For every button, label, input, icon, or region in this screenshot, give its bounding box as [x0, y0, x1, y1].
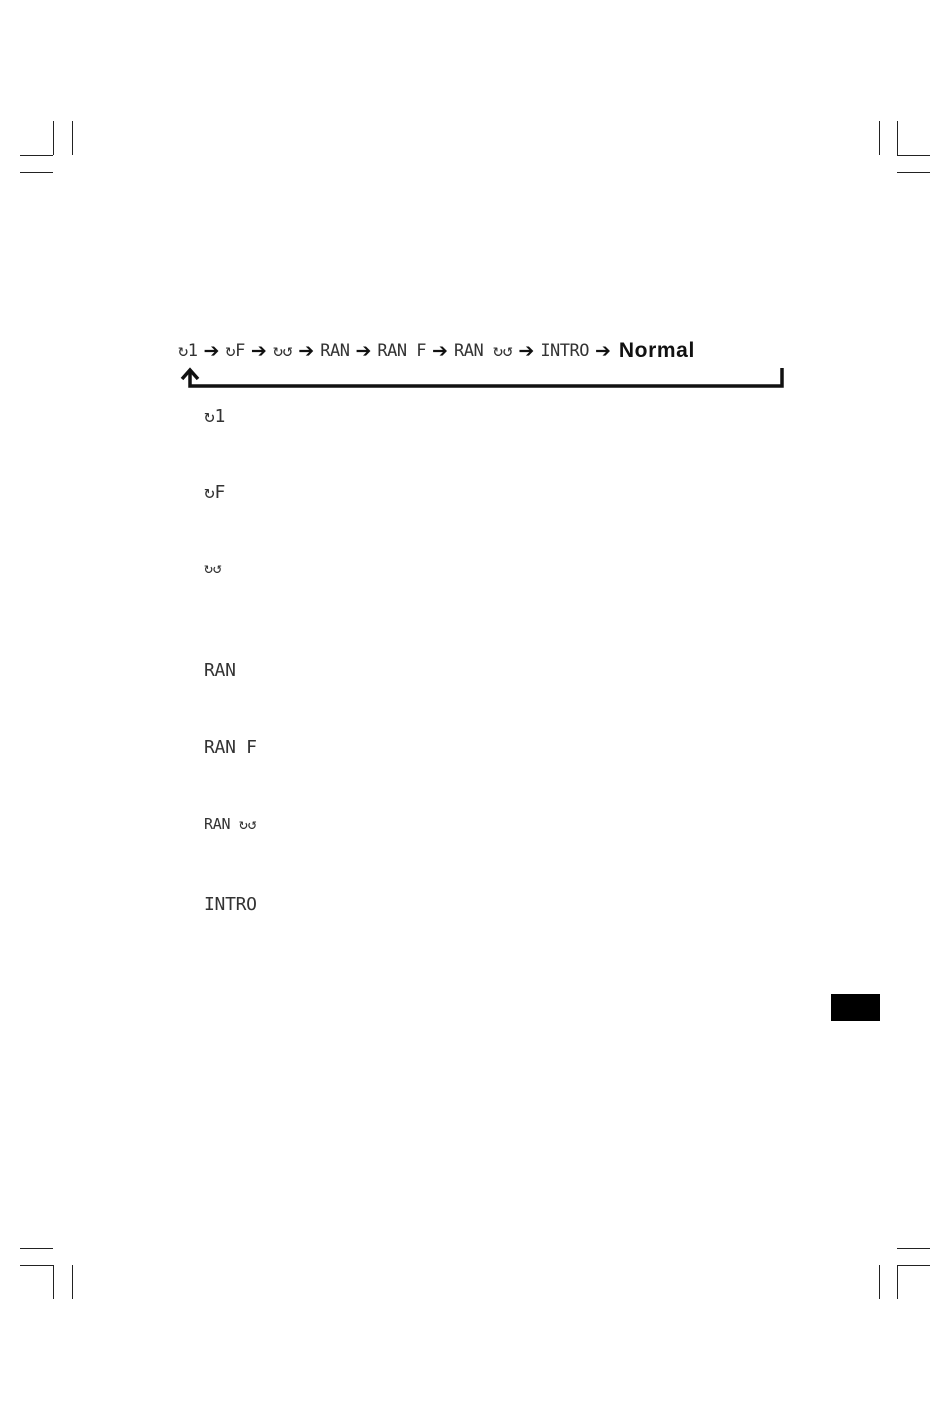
- sequence-step: INTRO: [540, 341, 589, 361]
- sequence-step: RAN ↻↺: [453, 341, 513, 361]
- sequence-step: ↻↺: [272, 341, 293, 361]
- right-arrow-icon: ➔: [518, 340, 535, 362]
- crop-mark: [72, 1265, 73, 1299]
- sequence-step: ↻F: [225, 341, 245, 361]
- right-arrow-icon: ➔: [250, 340, 267, 362]
- crop-mark: [53, 1265, 54, 1299]
- crop-mark: [897, 121, 898, 155]
- page-tab-marker: [831, 994, 880, 1021]
- right-arrow-icon: ➔: [203, 340, 220, 362]
- right-arrow-icon: ➔: [355, 340, 372, 362]
- return-arrow-icon: [178, 364, 798, 392]
- mode-label-intro: INTRO: [204, 894, 257, 915]
- crop-mark: [879, 121, 880, 155]
- sequence-step: ↻1: [178, 341, 198, 361]
- crop-mark: [897, 1265, 898, 1299]
- crop-mark: [20, 155, 53, 156]
- right-arrow-icon: ➔: [432, 340, 448, 362]
- mode-label-random-folder: RAN F: [204, 737, 257, 758]
- crop-mark: [897, 1248, 930, 1249]
- mode-label-repeat-one: ↻1: [204, 406, 226, 427]
- crop-mark: [897, 1265, 930, 1266]
- crop-mark: [20, 1248, 53, 1249]
- mode-label-random: RAN: [204, 660, 236, 681]
- mode-label-random-repeat-all: RAN ↻↺: [204, 815, 257, 833]
- crop-mark: [20, 172, 53, 173]
- crop-mark: [879, 1265, 880, 1299]
- mode-label-repeat-folder: ↻F: [204, 482, 226, 503]
- right-arrow-icon: ➔: [298, 340, 315, 362]
- sequence-final-normal: Normal: [618, 339, 695, 362]
- sequence-step: RAN: [320, 341, 350, 361]
- mode-label-repeat-all: ↻↺: [204, 559, 222, 577]
- crop-mark: [897, 155, 930, 156]
- mode-sequence: [178, 338, 695, 364]
- crop-mark: [53, 121, 54, 155]
- sequence-step: RAN F: [377, 341, 427, 361]
- right-arrow-icon: ➔: [595, 340, 611, 362]
- crop-mark: [20, 1265, 53, 1266]
- crop-mark: [897, 172, 930, 173]
- crop-mark: [72, 121, 73, 155]
